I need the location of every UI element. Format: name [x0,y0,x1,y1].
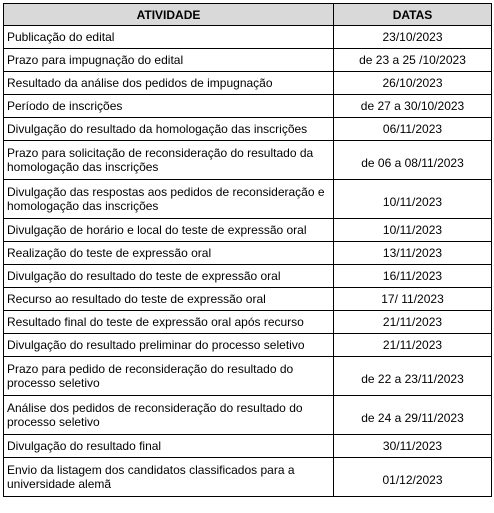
table-row [4,141,492,180]
schedule-table [3,3,492,497]
table-row [4,49,492,72]
date-cell: 26/10/2023 [334,72,492,95]
date-column-header: DATAS [334,4,492,26]
table-row [4,334,492,357]
table-row [4,72,492,95]
table-row [4,265,492,288]
table-row [4,396,492,435]
activity-cell: Divulgação de horário e local do teste de expressão oral [4,219,334,242]
activity-cell: Resultado da análise dos pedidos de impugnação [4,72,334,95]
activity-cell: Resultado final do teste de expressão oral após recurso [4,311,334,334]
activity-column-header: ATIVIDADE [4,4,334,26]
date-cell: 21/11/2023 [334,334,492,357]
date-cell: 13/11/2023 [334,242,492,265]
activity-cell: Recurso ao resultado do teste de expressão oral [4,288,334,311]
table-row [4,357,492,396]
header-row [4,4,492,26]
table-row [4,118,492,141]
table-row [4,95,492,118]
table-row [4,311,492,334]
date-cell: de 24 a 29/11/2023 [334,396,492,435]
activity-cell: Prazo para pedido de reconsideração do resultado do processo seletivo [4,357,334,396]
date-cell: de 27 a 30/10/2023 [334,95,492,118]
date-cell: 17/ 11/2023 [334,288,492,311]
activity-cell: Divulgação do resultado do teste de expressão oral [4,265,334,288]
date-cell: de 06 a 08/11/2023 [334,141,492,180]
date-cell: 16/11/2023 [334,265,492,288]
activity-cell: Divulgação do resultado da homologação das inscrições [4,118,334,141]
table-row [4,26,492,49]
table-row [4,242,492,265]
activity-cell: Divulgação das respostas aos pedidos de reconsideração e homologação das inscrições [4,180,334,219]
activity-cell: Período de inscrições [4,95,334,118]
activity-cell: Envio da listagem dos candidatos classificados para a universidade alemã [4,458,334,497]
activity-cell: Análise dos pedidos de reconsideração do resultado do processo seletivo [4,396,334,435]
date-cell: 23/10/2023 [334,26,492,49]
table-row [4,288,492,311]
date-cell: 21/11/2023 [334,311,492,334]
activity-cell: Prazo para impugnação do edital [4,49,334,72]
activity-cell: Divulgação do resultado preliminar do processo seletivo [4,334,334,357]
activity-cell: Realização do teste de expressão oral [4,242,334,265]
date-cell: 10/11/2023 [334,180,492,219]
activity-cell: Divulgação do resultado final [4,435,334,458]
date-cell: 10/11/2023 [334,219,492,242]
date-cell: 30/11/2023 [334,435,492,458]
activity-cell: Prazo para solicitação de reconsideração do resultado da homologação das inscrições [4,141,334,180]
date-cell: 01/12/2023 [334,458,492,497]
table-row [4,219,492,242]
date-cell: de 23 a 25 /10/2023 [334,49,492,72]
activity-cell: Publicação do edital [4,26,334,49]
date-cell: de 22 a 23/11/2023 [334,357,492,396]
table-row [4,458,492,497]
table-row [4,435,492,458]
table-row [4,180,492,219]
date-cell: 06/11/2023 [334,118,492,141]
